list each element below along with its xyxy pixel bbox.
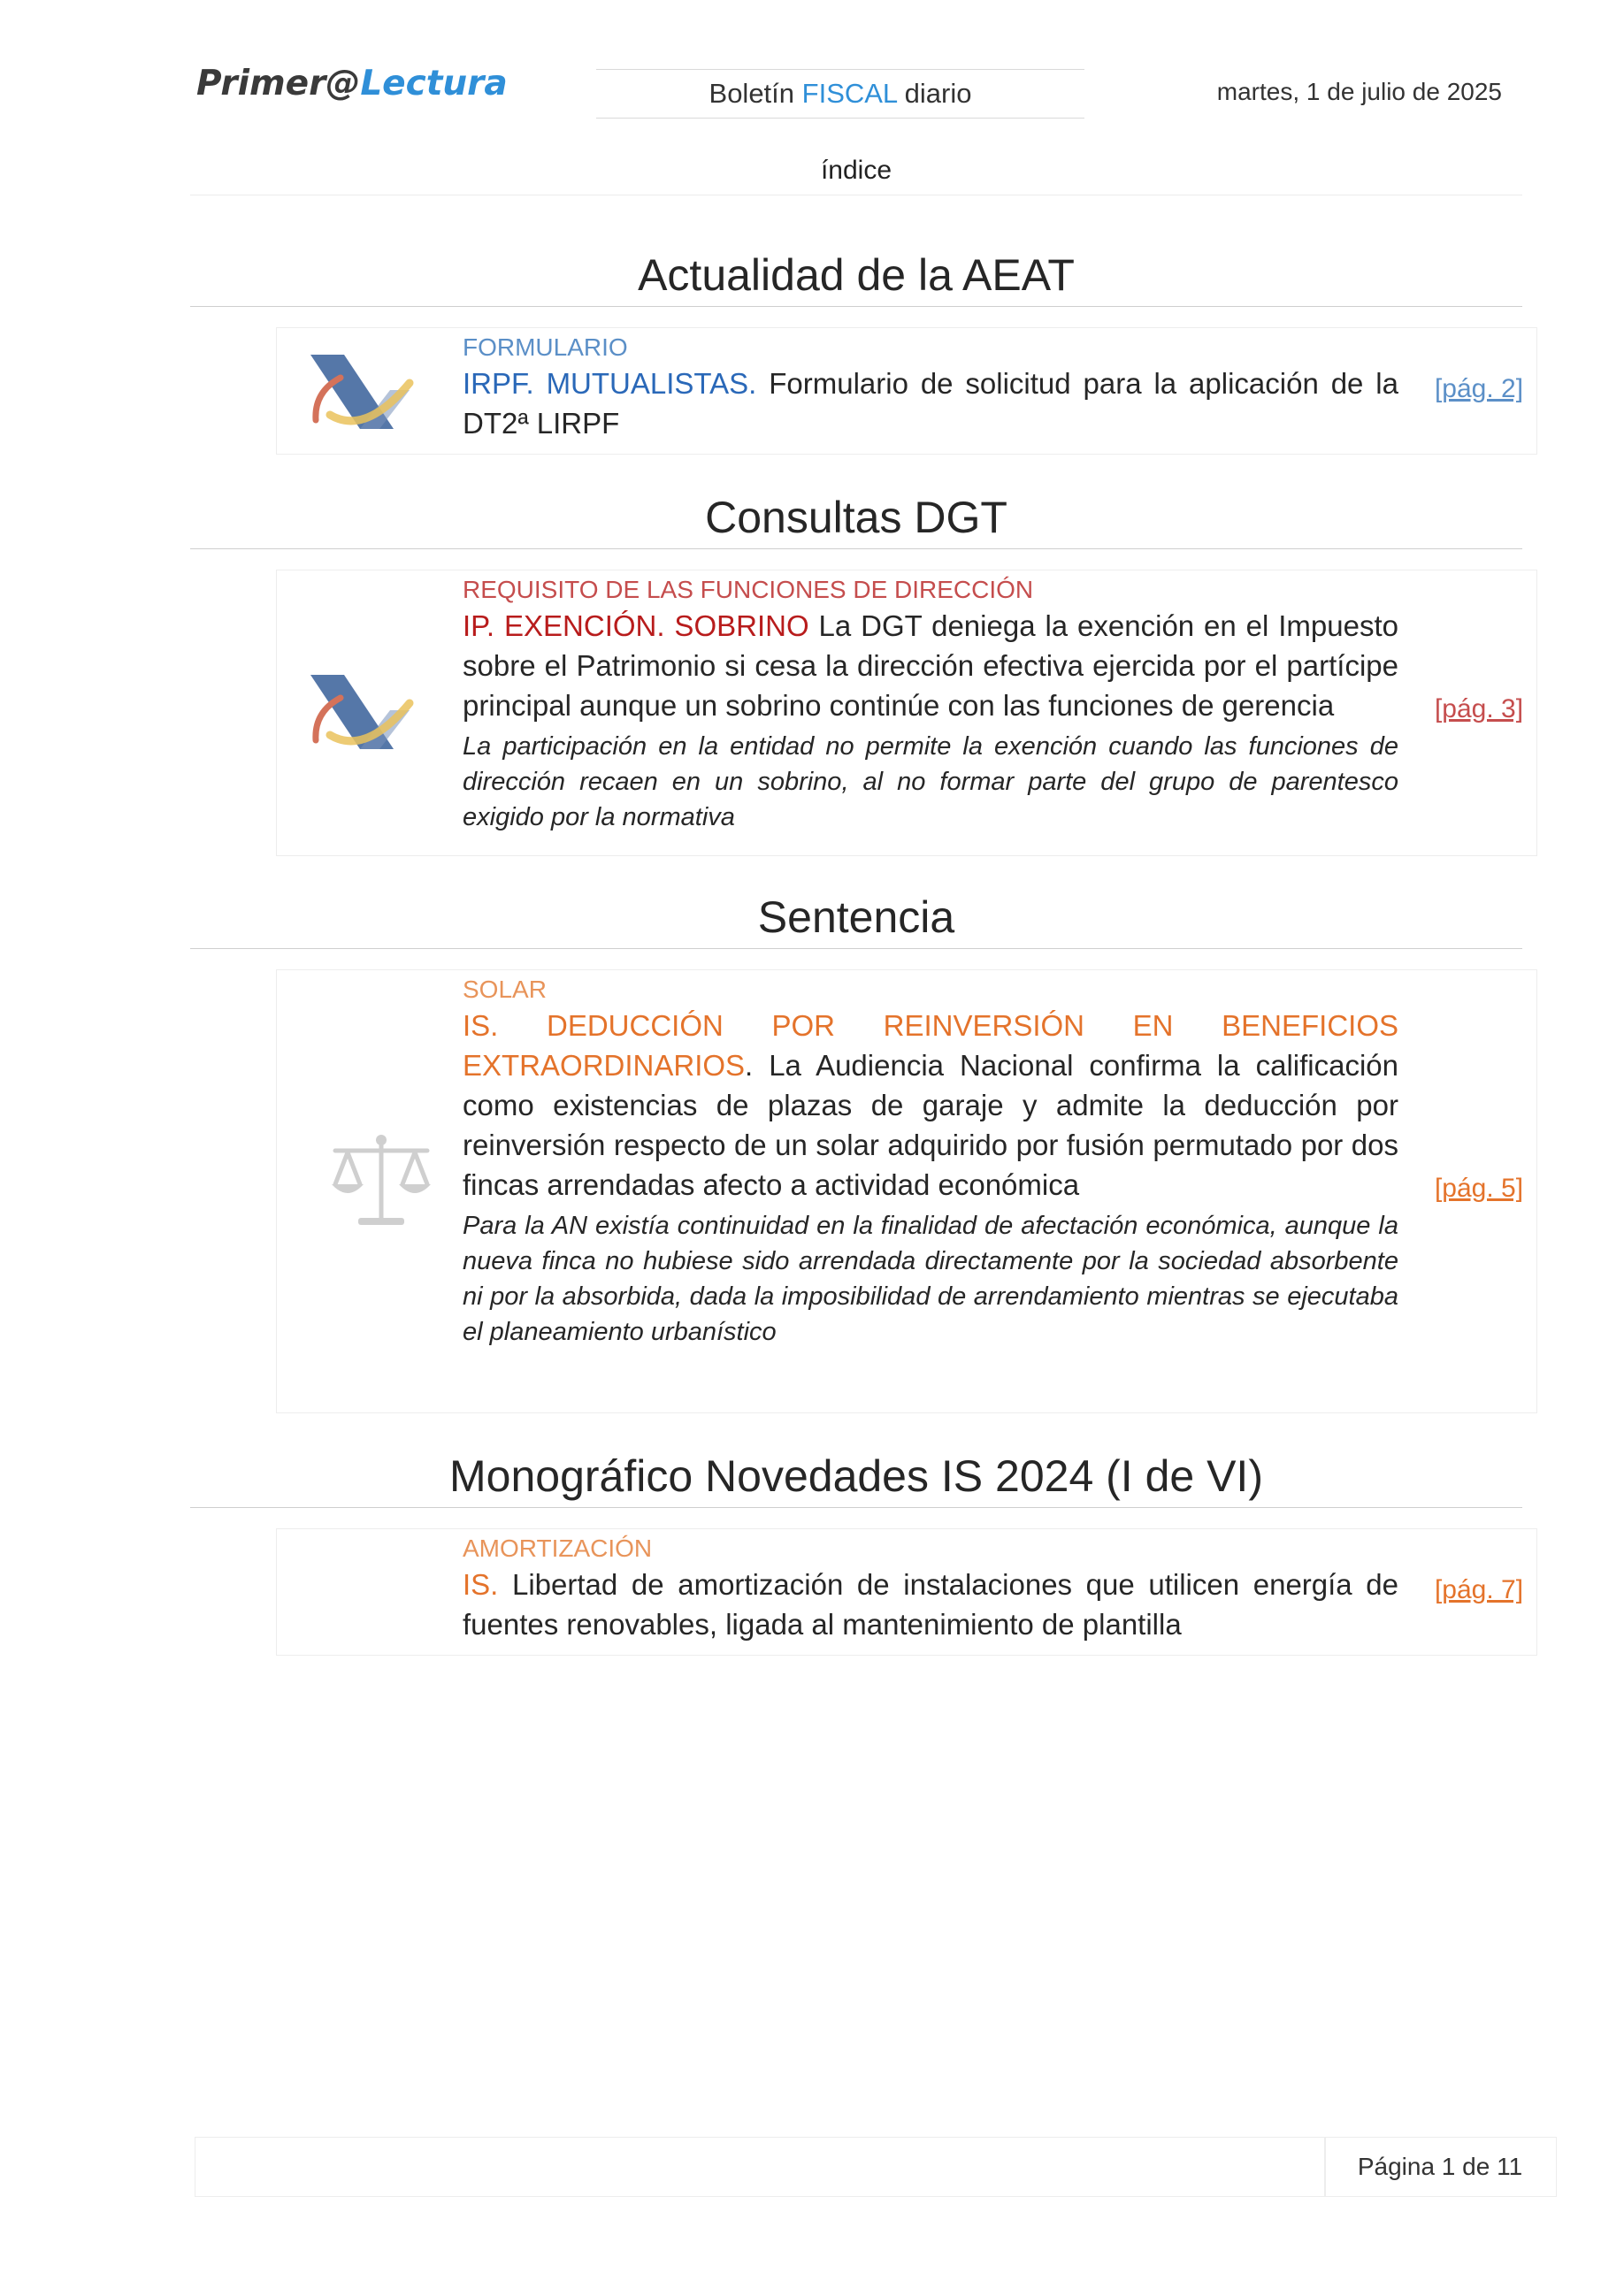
page-link-5[interactable]: [pág. 5] <box>1434 1174 1524 1203</box>
brand-logo <box>196 64 508 103</box>
entry-headline <box>463 1006 1398 1205</box>
index-heading: índice <box>190 156 1522 195</box>
entry-summary: Para la AN existía continuidad en la finalidad de afectación económica, aunque la nueva finca no hubiese sido arrendada directamente por la sociedad absorbente ni por la absorbida, dada la imposibilidad de arrendamiento mientras se ejecutaba el planeamiento urbanístico <box>463 1212 1398 1346</box>
section-title-monografico: Monográfico Novedades IS 2024 (I de VI) <box>190 1450 1522 1508</box>
entry-summary: La participación en la entidad no permite la exención cuando las funciones de dirección recaen en un sobrino, al no formar parte del grupo de parentesco exigido por la normativa <box>463 732 1398 831</box>
aeat-logo-icon <box>295 659 445 765</box>
entry-category: AMORTIZACIÓN <box>463 1534 653 1562</box>
entry-headline-text: La DGT deniega la exención en el Impuesto sobre el Patrimonio si cesa la dirección efectiva ejercida por el partícipe principal aunque un sobrino continúe con las funciones de gerencia <box>463 609 1398 722</box>
bulletin-title <box>596 69 1084 119</box>
bulletin-date: martes, 1 de julio de 2025 <box>1216 78 1502 105</box>
page-link-7[interactable]: [pág. 7] <box>1434 1575 1524 1604</box>
entry-headline <box>463 606 1398 725</box>
section-title-dgt: Consultas DGT <box>190 492 1522 549</box>
bulletin-prefix: Boletín <box>709 78 802 109</box>
bulletin-suffix: diario <box>897 78 972 109</box>
bulletin-fiscal: FISCAL <box>801 78 898 109</box>
index-entry-aeat <box>276 327 1537 455</box>
entry-headline-text: . La Audiencia Nacional confirma la calificación como existencias de plazas de garaje y admite la deducción por reinversión respecto de un solar adquirido por fusión permutado por dos fincas arrendadas afecto a actividad económica <box>463 1049 1398 1201</box>
page-footer <box>195 2137 1557 2197</box>
entry-lead: IS. DEDUCCIÓN POR REINVERSIÓN EN BENEFICIOS EXTRAORDINARIOS <box>463 1009 1398 1082</box>
entry-lead: IS. <box>463 1568 499 1601</box>
entry-category: REQUISITO DE LAS FUNCIONES DE DIRECCIÓN <box>463 576 1034 603</box>
entry-lead: IP. EXENCIÓN. SOBRINO <box>463 609 809 642</box>
page-link-3[interactable]: [pág. 3] <box>1434 694 1524 723</box>
logo-text-lectura: Lectura <box>360 64 508 103</box>
aeat-logo-icon <box>295 339 445 445</box>
entry-category: SOLAR <box>463 976 547 1003</box>
page-link-2[interactable]: [pág. 2] <box>1434 374 1524 403</box>
entry-headline <box>463 1565 1398 1644</box>
section-title-aeat: Actualidad de la AEAT <box>190 249 1522 307</box>
logo-text-primer: Primer@ <box>196 64 361 103</box>
index-entry-dgt <box>276 570 1537 856</box>
entry-category: FORMULARIO <box>463 333 628 361</box>
page-number: Página 1 de 11 <box>1357 2153 1523 2180</box>
entry-headline-text: Formulario de solicitud para la aplicación de la DT2ª LIRPF <box>463 367 1398 440</box>
index-entry-monografico <box>276 1528 1537 1656</box>
entry-headline-text: Libertad de amortización de instalaciones que utilicen energía de fuentes renovables, ligada al mantenimiento de plantilla <box>463 1568 1398 1641</box>
entry-lead: IRPF. MUTUALISTAS. <box>463 367 757 400</box>
entry-headline <box>463 364 1398 443</box>
scales-of-justice-icon <box>295 1129 445 1236</box>
index-entry-sentencia <box>276 969 1537 1413</box>
section-title-sentencia: Sentencia <box>190 892 1522 949</box>
